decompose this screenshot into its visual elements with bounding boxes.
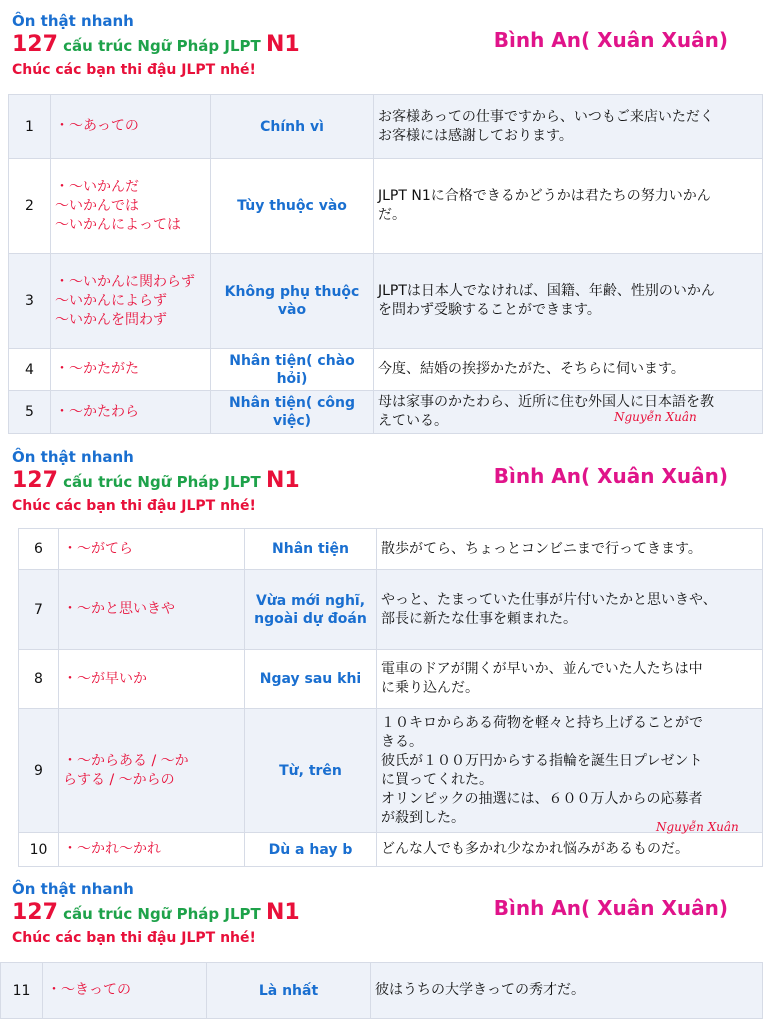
grammar-table xyxy=(18,528,763,867)
table-row xyxy=(19,529,763,570)
meaning: Ngay sau khi xyxy=(245,650,377,709)
grammar-pattern: ・～かれ～かれ xyxy=(59,833,245,867)
header-level: N1 xyxy=(265,32,300,57)
header-greeting: Chúc các bạn thi đậu JLPT nhé! xyxy=(12,930,256,946)
signature: Nguyễn Xuân xyxy=(656,820,739,834)
header-subtitle xyxy=(12,900,300,925)
grammar-table xyxy=(0,962,763,1019)
table-row xyxy=(9,159,763,254)
grammar-pattern: ・～かたわら xyxy=(51,391,211,434)
table-row xyxy=(9,254,763,349)
header-subtitle-text: cấu trúc Ngữ Pháp JLPT xyxy=(57,905,266,923)
row-number: 5 xyxy=(9,391,51,434)
grammar-pattern: ・～いかんに関わらず ～いかんによらず ～いかんを問わず xyxy=(51,254,211,349)
grammar-pattern: ・～からある / ～か らする / ～からの xyxy=(59,709,245,833)
row-number: 7 xyxy=(19,570,59,650)
meaning: Là nhất xyxy=(207,963,371,1019)
header-subtitle xyxy=(12,468,300,493)
meaning: Không phụ thuộc vào xyxy=(211,254,374,349)
row-number: 1 xyxy=(9,95,51,159)
brand-name: Bình An( Xuân Xuân) xyxy=(493,896,728,920)
example-sentence: JLPT N1に合格できるかどうかは君たちの努力いかん だ。 xyxy=(374,159,763,254)
header-level: N1 xyxy=(265,468,300,493)
grammar-pattern: ・～きっての xyxy=(43,963,207,1019)
header-title: Ôn thật nhanh xyxy=(12,880,134,898)
example-sentence: 今度、結婚の挨拶かたがた、そちらに伺います。 xyxy=(374,349,763,391)
brand-name: Bình An( Xuân Xuân) xyxy=(493,28,728,52)
row-number: 4 xyxy=(9,349,51,391)
header-title: Ôn thật nhanh xyxy=(12,448,134,466)
section-header xyxy=(0,868,768,954)
example-sentence: 母は家事のかたわら、近所に住む外国人に日本語を教 えている。 xyxy=(374,391,763,434)
table-row xyxy=(19,709,763,833)
table-row xyxy=(19,650,763,709)
row-number: 2 xyxy=(9,159,51,254)
section-header xyxy=(0,436,768,522)
header-count: 127 xyxy=(12,900,58,925)
grammar-pattern: ・～かと思いきや xyxy=(59,570,245,650)
section-2 xyxy=(0,436,768,858)
meaning: Tùy thuộc vào xyxy=(211,159,374,254)
example-sentence: 散歩がてら、ちょっとコンビニまで行ってきます。 xyxy=(377,529,763,570)
meaning: Nhân tiện xyxy=(245,529,377,570)
table-row xyxy=(19,833,763,867)
row-number: 6 xyxy=(19,529,59,570)
brand-name: Bình An( Xuân Xuân) xyxy=(493,464,728,488)
meaning: Vừa mới nghĩ, ngoài dự đoán xyxy=(245,570,377,650)
signature: Nguyễn Xuân xyxy=(614,410,697,424)
grammar-pattern: ・～かたがた xyxy=(51,349,211,391)
row-number: 11 xyxy=(1,963,43,1019)
section-1 xyxy=(0,0,768,429)
grammar-pattern: ・～がてら xyxy=(59,529,245,570)
example-sentence: どんな人でも多かれ少なかれ悩みがあるものだ。 xyxy=(377,833,763,867)
example-sentence: 彼はうちの大学きっての秀才だ。 xyxy=(371,963,763,1019)
example-sentence: お客様あっての仕事ですから、いつもご来店いただく お客様には感謝しております。 xyxy=(374,95,763,159)
example-sentence: JLPTは日本人でなければ、国籍、年齢、性別のいかん を問わず受験することができます。 xyxy=(374,254,763,349)
meaning: Chính vì xyxy=(211,95,374,159)
row-number: 3 xyxy=(9,254,51,349)
table-row xyxy=(1,963,763,1019)
header-level: N1 xyxy=(265,900,300,925)
row-number: 9 xyxy=(19,709,59,833)
grammar-pattern: ・～が早いか xyxy=(59,650,245,709)
example-sentence: やっと、たまっていた仕事が片付いたかと思いきや、 部長に新たな仕事を頼まれた。 xyxy=(377,570,763,650)
grammar-pattern: ・～あっての xyxy=(51,95,211,159)
meaning: Nhân tiện( công việc) xyxy=(211,391,374,434)
header-subtitle-text: cấu trúc Ngữ Pháp JLPT xyxy=(57,37,266,55)
section-header xyxy=(0,0,768,86)
row-number: 10 xyxy=(19,833,59,867)
header-count: 127 xyxy=(12,468,58,493)
section-3 xyxy=(0,868,768,999)
header-greeting: Chúc các bạn thi đậu JLPT nhé! xyxy=(12,498,256,514)
meaning: Dù a hay b xyxy=(245,833,377,867)
header-title: Ôn thật nhanh xyxy=(12,12,134,30)
table-row xyxy=(9,95,763,159)
meaning: Từ, trên xyxy=(245,709,377,833)
header-count: 127 xyxy=(12,32,58,57)
grammar-table xyxy=(8,94,763,434)
meaning: Nhân tiện( chào hỏi) xyxy=(211,349,374,391)
grammar-pattern: ・～いかんだ ～いかんでは ～いかんによっては xyxy=(51,159,211,254)
table-row xyxy=(9,349,763,391)
header-greeting: Chúc các bạn thi đậu JLPT nhé! xyxy=(12,62,256,78)
table-row xyxy=(19,570,763,650)
header-subtitle xyxy=(12,32,300,57)
example-sentence: １０キロからある荷物を軽々と持ち上げることがで きる。 彼氏が１００万円からする指輪を誕生日プレゼント に買ってくれた。 オリンピックの抽選には、６００万人からの応募者 が殺到した。 xyxy=(377,709,763,833)
header-subtitle-text: cấu trúc Ngữ Pháp JLPT xyxy=(57,473,266,491)
example-sentence: 電車のドアが開くが早いか、並んでいた人たちは中 に乗り込んだ。 xyxy=(377,650,763,709)
row-number: 8 xyxy=(19,650,59,709)
